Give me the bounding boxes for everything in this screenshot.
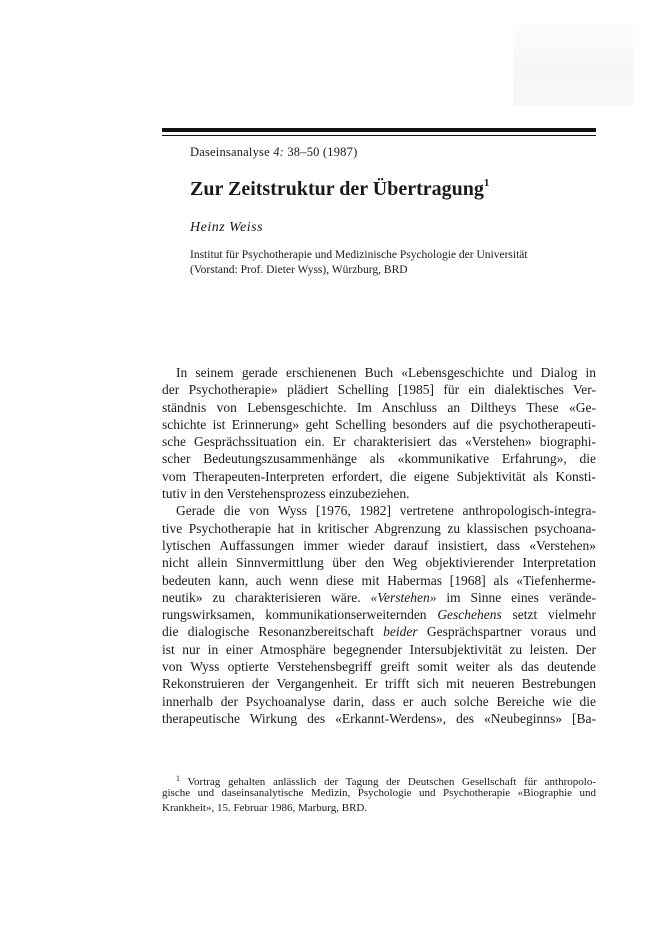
- body-line: In seinem gerade erschienenen Buch «Lebensgeschichte und Dialog in: [176, 365, 596, 380]
- footnote: [162, 771, 596, 817]
- body-line: ständnis von Lebensgeschichte. Im Anschluss an Diltheys These «Ge-: [162, 399, 596, 415]
- footnote-line: gische und daseinsanalytische Medizin, Psychologie und Psychotherapie «Biographie und: [162, 787, 596, 800]
- body-text-italic: beider: [383, 624, 418, 640]
- body-line: [162, 606, 596, 623]
- title-footnote-mark: 1: [483, 177, 490, 189]
- body-text-run: im Sinne eines verände-: [446, 589, 596, 605]
- body-line: von Wyss optierte Verstehensbegriff greift somit weiter als das deutende: [162, 659, 596, 675]
- body-line: [162, 623, 596, 640]
- body-line: schichte ist Erinnerung» geht Schelling besonders auf die psychotherapeuti-: [162, 416, 596, 432]
- author-affiliation: [190, 248, 570, 278]
- header-rule-thin: [162, 135, 596, 136]
- header-rule-thick: [162, 128, 596, 132]
- body-line: der Psychotherapie» plädiert Schelling [1985] für ein dialektisches Ver-: [162, 382, 596, 398]
- body-line: therapeutische Wirkung des «Erkannt-Werdens», des «Neubeginns» [Ba-: [162, 710, 596, 726]
- footnote-line: [162, 771, 596, 786]
- body-line: [162, 589, 596, 606]
- body-line: ist nur in einer Atmosphäre begegnender Intersubjektivität zu leisten. Der: [162, 641, 596, 657]
- author-name: Heinz Weiss: [190, 220, 264, 235]
- footnote-text: Vortrag gehalten anlässlich der Tagung der Deutschen Gesellschaft für anthropolo-: [187, 776, 596, 788]
- footnote-line: Krankheit», 15. Februar 1986, Marburg, BRD.: [162, 802, 368, 815]
- body-line: tive Psychotherapie hat in kritischer Abgrenzung zu klassischen psychoana-: [162, 520, 596, 536]
- body-line: sche Gesprächssituation ein. Er charakterisiert das «Verstehen» biographi-: [162, 434, 596, 450]
- article-title-text: Zur Zeitstruktur der Übertragung: [190, 178, 484, 200]
- scan-artifact: [513, 22, 633, 106]
- body-line: bedeuten kann, auch wenn diese mit Habermas [1968] als «Tiefenherme-: [162, 572, 596, 588]
- body-line: nicht allein Sinnvermittlung über den Weg objektivierender Interpretation: [162, 555, 596, 571]
- body-line: Rekonstruieren der Vergangenheit. Er trifft sich mit neueren Bestrebungen: [162, 676, 596, 692]
- affiliation-line: (Vorstand: Prof. Dieter Wyss), Würzburg, BRD: [190, 264, 408, 276]
- body-text-run: neutik» zu charakterisieren wäre.: [162, 589, 361, 605]
- body-line: vom Therapeuten-Interpreten erfordert, die eigene Subjektivität als Konsti-: [162, 468, 596, 484]
- body-line: Gerade die von Wyss [1976, 1982] vertretene anthropologisch-integra-: [176, 503, 596, 519]
- footnote-mark: 1: [176, 774, 180, 783]
- body-line: tutiv in den Verstehensprozess einzubeziehen.: [162, 486, 410, 502]
- body-line: innerhalb der Psychoanalyse darin, dass er auch solche Bereiche wie die: [162, 693, 596, 709]
- body-text-run: Gesprächspartner voraus und: [426, 624, 597, 640]
- article-title: [190, 177, 489, 201]
- journal-pages-year: 38–50 (1987): [287, 145, 358, 159]
- affiliation-line: Institut für Psychotherapie und Medizinische Psychologie der Universität: [190, 249, 528, 261]
- journal-citation: [190, 145, 357, 160]
- body-text-run: setzt vielmehr: [512, 607, 597, 623]
- body-line: scher Bedeutungszusammenhänge als «kommunikative Erfahrung», die: [162, 451, 596, 467]
- body-text-run: rungswirksamen, kommunikationserweiternden: [162, 607, 427, 623]
- journal-name: Daseinsanalyse: [190, 145, 270, 159]
- body-line: lytischen Auffassungen immer wieder darauf insistiert, dass «Verstehen»: [162, 537, 596, 553]
- article-body: [162, 364, 596, 727]
- body-text-run: die dialogische Resonanzbereitschaft: [162, 624, 374, 640]
- body-text-italic: «Verstehen»: [370, 589, 437, 605]
- body-text-italic: Geschehens: [437, 607, 502, 623]
- journal-volume: 4:: [273, 145, 285, 159]
